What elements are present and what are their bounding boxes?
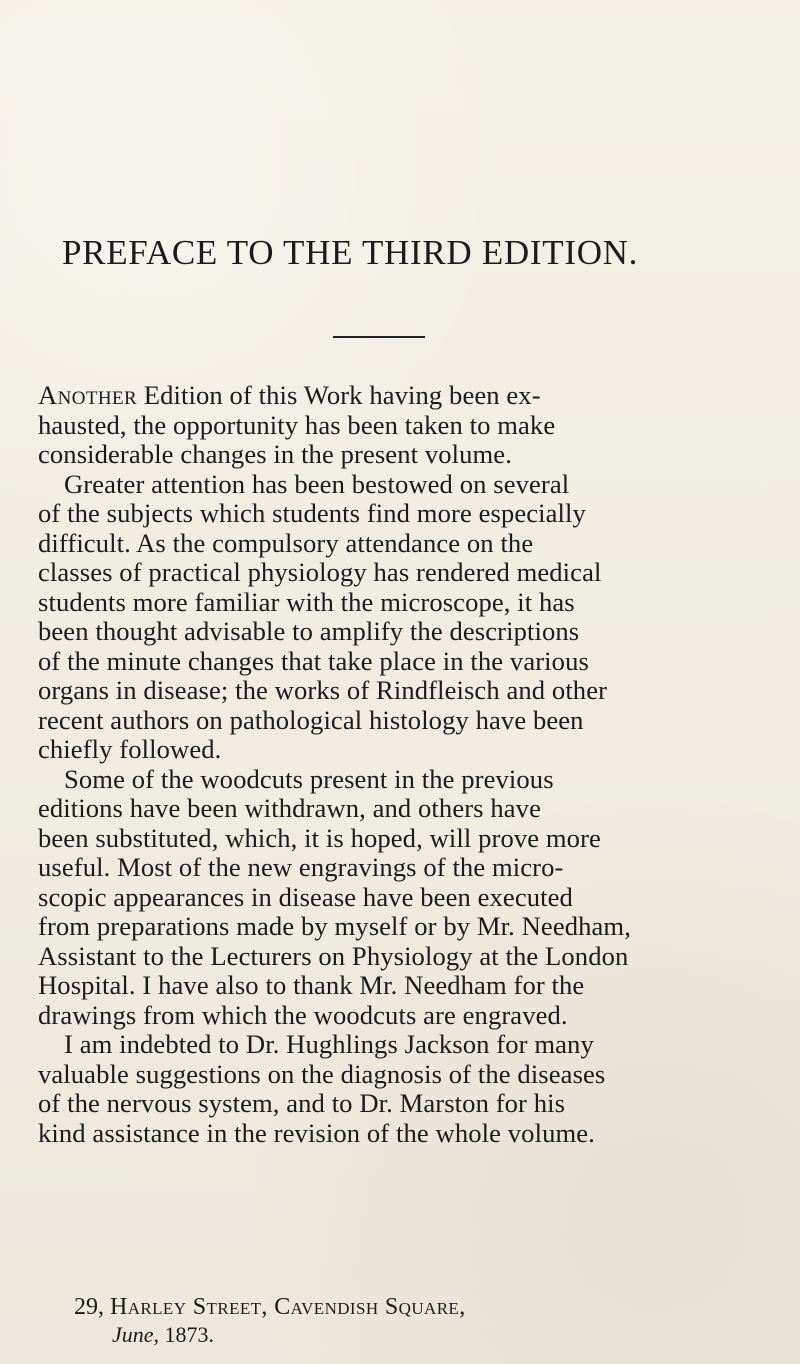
paragraph-3-line-2: editions have been withdrawn, and others have — [38, 793, 541, 823]
footer-address-street: Harley Street, Cavendish Square, — [110, 1294, 466, 1320]
footer-year: 1873. — [159, 1322, 215, 1347]
paragraph-3-line-7: Assistant to the Lecturers on Physiology at the London — [38, 940, 629, 971]
paragraph-2-line-1: Greater attention has been bestowed on several — [64, 468, 570, 499]
paragraph-2-line-6: been thought advisable to amplify the descriptions — [38, 616, 580, 646]
paragraph-1-opening-word: Another — [38, 380, 138, 410]
preface-footer — [74, 1293, 774, 1349]
footer-address — [74, 1293, 774, 1321]
paragraph-3-line-3: been substituted, which, it is hoped, will prove more — [38, 822, 601, 853]
paragraph-4-line-2: valuable suggestions on the diagnosis of the diseases — [38, 1058, 606, 1089]
footer-address-number: 29, — [74, 1294, 110, 1320]
paragraph-1-line-3: considerable changes in the present volume. — [38, 439, 512, 469]
paragraph-4-line-3: of the nervous system, and to Dr. Marston for his — [38, 1088, 566, 1118]
paragraph-1-line-1 — [38, 381, 778, 411]
paragraph-3-line-6: from preparations made by myself or by Mr. Needham, — [38, 911, 631, 941]
paragraph-2-line-9: recent authors on pathological histology have been — [38, 704, 584, 735]
paragraph-2-line-5: students more familiar with the microscope, it has — [38, 586, 575, 617]
footer-date — [74, 1321, 774, 1349]
title-rule — [333, 336, 425, 338]
paragraph-2-line-4: classes of practical physiology has rendered medical — [38, 557, 602, 587]
paragraph-3-line-4: useful. Most of the new engravings of the micro- — [38, 852, 564, 882]
paragraph-3-line-1: Some of the woodcuts present in the previous — [64, 763, 554, 794]
preface-body — [38, 381, 778, 1148]
paragraph-3-line-5: scopic appearances in disease have been executed — [38, 881, 573, 912]
paragraph-1-line-1-rest: Edition of this Work having been ex- — [137, 380, 541, 410]
paragraph-3-line-9: drawings from which the woodcuts are engraved. — [38, 999, 568, 1030]
paragraph-2-line-8: organs in disease; the works of Rindfleisch and other — [38, 675, 608, 705]
paragraph-2-line-3: difficult. As the compulsory attendance on the — [38, 527, 534, 558]
footer-month: June, — [112, 1322, 160, 1347]
paragraph-4-line-1: I am indebted to Dr. Hughlings Jackson for many — [64, 1029, 594, 1059]
paragraph-2-line-7: of the minute changes that take place in the various — [38, 645, 589, 676]
paragraph-1-line-2: hausted, the opportunity has been taken to make — [38, 409, 556, 440]
paragraph-3-line-8: Hospital. I have also to thank Mr. Needham for the — [38, 970, 585, 1000]
preface-title: PREFACE TO THE THIRD EDITION. — [62, 233, 639, 272]
paragraph-4-line-4: kind assistance in the revision of the whole volume. — [38, 1117, 595, 1148]
paragraph-2-line-10: chiefly followed. — [38, 734, 222, 764]
paragraph-2-line-2: of the subjects which students find more especially — [38, 498, 586, 528]
